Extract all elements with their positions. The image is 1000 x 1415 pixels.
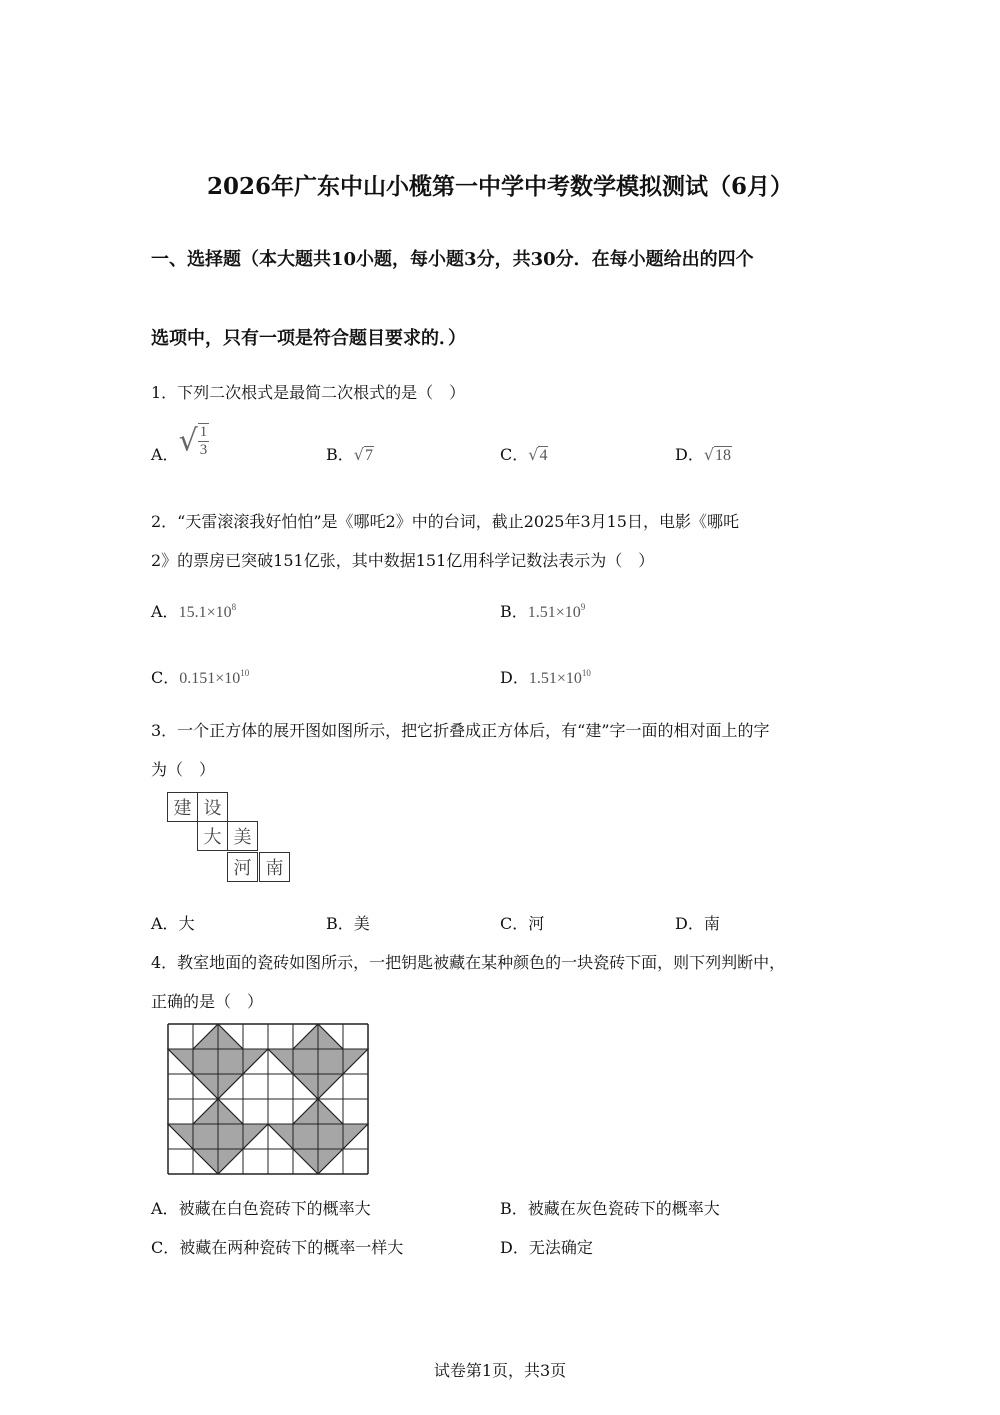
q2-option-a-mantissa: 15.1×10 [178, 604, 232, 621]
q2-option-b-value [528, 604, 586, 621]
q4-option-c[interactable] [151, 1235, 403, 1258]
q2-option-c[interactable] [151, 665, 249, 688]
q1-option-b-label: B． [326, 445, 354, 464]
q4-option-a-text: 被藏在白色瓷砖下的概率大 [178, 1199, 371, 1218]
q1-option-d-label: D． [675, 445, 704, 464]
net-cell-5: 河 [227, 852, 258, 882]
floor-tile-figure [166, 1023, 370, 1175]
q2-option-c-label: C． [151, 668, 180, 687]
q2-option-c-exponent: 10 [240, 668, 250, 678]
q1-option-c-label: C． [500, 445, 529, 464]
q2-option-b-mantissa: 1.51×10 [527, 604, 581, 621]
q3-option-d-label: D． [675, 914, 704, 933]
q1-option-c-radicand: 4 [539, 447, 548, 464]
q4-option-d-label: D． [500, 1238, 529, 1257]
net-cell-3: 大 [197, 821, 228, 851]
q1-option-a-label: A． [151, 445, 179, 464]
q1-option-a[interactable] [151, 416, 209, 465]
q2-option-d-label: D． [500, 668, 529, 687]
q3-option-a-label: A． [151, 914, 179, 933]
q1-stem: 1．下列二次根式是最简二次根式的是（ ） [151, 383, 466, 402]
q4-option-b-label: B． [500, 1199, 528, 1218]
q1-option-d[interactable] [675, 442, 732, 465]
q2-option-c-value [179, 670, 249, 687]
q3-option-c-label: C． [500, 914, 529, 933]
q3-option-a-text: 大 [178, 914, 195, 933]
q1-option-a-value: √ $\frac{1}{3}$ [178, 423, 208, 459]
q4-stem-line1: 4．教室地面的瓷砖如图所示，一把钥匙被藏在某种颜色的一块瓷砖下面，则下列判断中， [151, 953, 786, 972]
q2-option-d-mantissa: 1.51×10 [528, 670, 582, 687]
q3-option-c[interactable] [500, 911, 544, 934]
q2-option-a[interactable] [151, 599, 236, 622]
section-heading-line2: 选项中，只有一项是符合题目要求的．） [151, 328, 466, 349]
q1-option-b-value: √7 [353, 445, 373, 464]
q3-option-c-text: 河 [528, 914, 545, 933]
q1-option-a-numerator: 1 [199, 424, 208, 441]
q2-stem-line1: 2．“天雷滚滚我好怕怕”是《哪吒2》中的台词，截止2025年3月15日，电影《哪吒 [151, 512, 739, 531]
q4-option-c-text: 被藏在两种瓷砖下的概率一样大 [179, 1238, 404, 1257]
q3-stem-line1: 3．一个正方体的展开图如图所示，把它折叠成正方体后，有“建”字一面的相对面上的字 [151, 721, 770, 740]
q4-option-c-label: C． [151, 1238, 180, 1257]
q2-option-c-mantissa: 0.151×10 [179, 670, 241, 687]
q4-option-d-text: 无法确定 [528, 1238, 593, 1257]
section-heading-line1: 一、选择题（本大题共10小题，每小题3分，共30分．在每小题给出的四个 [151, 249, 754, 270]
exam-title: 2026年广东中山小榄第一中学中考数学模拟测试（6月） [206, 173, 794, 200]
q2-option-d-value [529, 670, 591, 687]
q3-option-a[interactable] [151, 911, 195, 934]
q3-option-b-text: 美 [353, 914, 370, 933]
q4-option-d[interactable] [500, 1235, 593, 1258]
net-cell-2: 设 [197, 792, 228, 822]
net-cell-4: 美 [227, 821, 258, 851]
q3-option-d-text: 南 [703, 914, 720, 933]
q1-option-c[interactable] [500, 442, 548, 465]
q3-option-b[interactable] [326, 911, 370, 934]
q2-option-a-value [179, 604, 237, 621]
q1-option-b[interactable] [326, 442, 374, 465]
q2-option-d[interactable] [500, 665, 591, 688]
q1-option-d-radicand: 18 [715, 447, 732, 464]
net-cell-6: 南 [259, 852, 290, 882]
q2-option-a-exponent: 8 [231, 602, 237, 612]
q3-option-b-label: B． [326, 914, 354, 933]
q2-option-b-exponent: 9 [580, 602, 586, 612]
net-cell-1: 建 [167, 792, 198, 822]
q2-option-a-label: A． [151, 602, 179, 621]
page-footer: 试卷第1页，共3页 [433, 1361, 567, 1380]
q1-option-d-value: √18 [703, 445, 732, 464]
q3-option-d[interactable] [675, 911, 720, 934]
q1-option-a-denominator: 3 [199, 442, 208, 459]
q4-stem-line2: 正确的是（ ） [151, 992, 264, 1011]
q2-option-b[interactable] [500, 599, 585, 622]
q1-option-b-radicand: 7 [364, 447, 373, 464]
q4-option-a[interactable] [151, 1196, 371, 1219]
q4-option-b-text: 被藏在灰色瓷砖下的概率大 [527, 1199, 720, 1218]
q2-option-d-exponent: 10 [581, 668, 591, 678]
q3-stem-line2: 为（ ） [151, 760, 216, 779]
q2-stem-line2: 2》的票房已突破151亿张，其中数据151亿用科学记数法表示为（ ） [151, 551, 655, 570]
q1-option-c-value: √4 [528, 445, 548, 464]
q2-option-b-label: B． [500, 602, 528, 621]
q4-option-b[interactable] [500, 1196, 720, 1219]
q4-option-a-label: A． [151, 1199, 179, 1218]
